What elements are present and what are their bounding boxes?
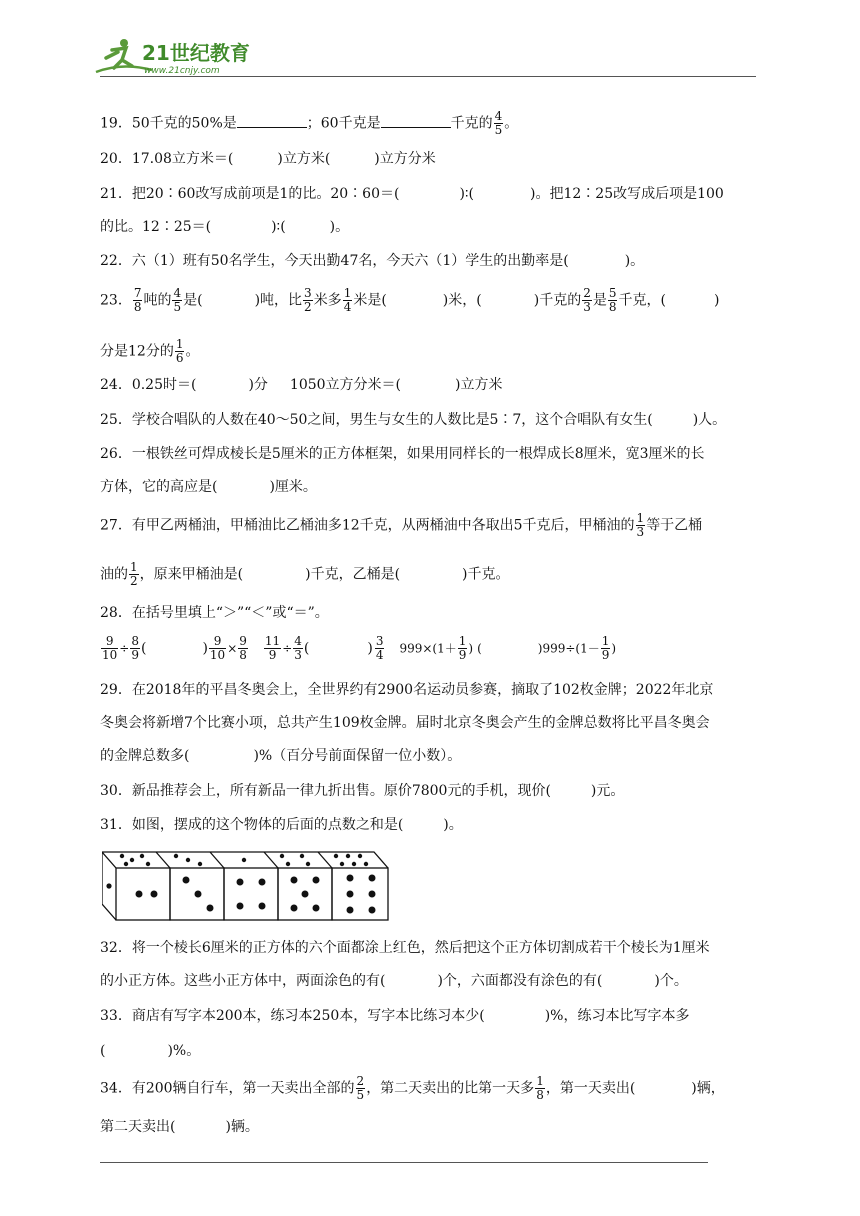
question-29-line3: 的金牌总数多( )%（百分号前面保留一位小数）。	[100, 748, 462, 764]
site-logo	[92, 36, 262, 80]
question-32-line2: 的小正方体。这些小正方体中，两面涂色的有( )个，六面都没有涂色的有( )个。	[100, 973, 688, 989]
question-32: 32．将一个棱长6厘米的正方体的六个面都涂上红色，然后把这个正方体切割成若干个棱长为1厘米	[100, 940, 710, 956]
question-28-expressions: $\frac{9}{10}$ ÷ $\frac{8}{9}$ ( ) $\frac{9}{10}$ × $\frac{9}{8}$ $\frac{11}{9}$ ÷ $\frac{4}{3}$ ( ) $\frac{3}{4}$ 999×(1＋ $\frac{1}{9}$ ) ( )999÷(1－ $\frac{1}{9}$ )	[102, 634, 617, 662]
question-26-line2: 方体，它的高应是( )厘米。	[100, 479, 317, 495]
question-27-line2: 油的 $\frac{1}{2}$ ，原来甲桶油是( )千克，乙桶是( )千克。	[100, 560, 510, 588]
question-24: 24．0.25时＝( )分 1050立方分米＝( )立方米	[100, 377, 503, 393]
question-26: 26．一根铁丝可焊成棱长是5厘米的正方体框架，如果用同样长的一根焊成长8厘米，宽3厘米的长	[100, 446, 705, 462]
question-20: 20．17.08立方米＝( )立方米( )立方分米	[100, 151, 436, 167]
question-21: 21．把20∶60改写成前项是1的比。20∶60＝( )∶( )。把12∶25改写成后项是100	[100, 186, 724, 202]
question-27: 27．有甲乙两桶油，甲桶油比乙桶油多12千克，从两桶油中各取出5千克后，甲桶油的 $\frac{1}{3}$ 等于乙桶	[100, 511, 703, 539]
question-23-line2: 分是12分的 $\frac{1}{6}$ 。	[100, 337, 200, 365]
question-25: 25．学校合唱队的人数在40～50之间，男生与女生的人数比是5∶7，这个合唱队有女生( )人。	[100, 412, 727, 428]
question-31: 31．如图，摆成的这个物体的后面的点数之和是( )。	[100, 817, 463, 833]
question-33-line2: ( )%。	[100, 1043, 201, 1059]
question-34-line2: 第二天卖出( )辆。	[100, 1119, 259, 1135]
question-33: 33．商店有写字本200本，练习本250本，写字本比练习本少( )%，练习本比写字本多	[100, 1008, 690, 1024]
question-23: 23． $\frac{7}{8}$ 吨的 $\frac{4}{5}$ 是( )吨，比 $\frac{3}{2}$ 米多 $\frac{1}{4}$ 米是( )米，( )千克的 $\frac{2}{3}$ 是 $\frac{5}{8}$ 千克，( )	[100, 286, 720, 314]
footer-rule	[100, 1162, 708, 1163]
question-19: 19．50千克的50%是 ；60千克是 千克的 $\frac{4}{5}$ 。	[100, 109, 519, 137]
question-34: 34．有200辆自行车，第一天卖出全部的 $\frac{2}{5}$ ，第二天卖出的比第一天多 $\frac{1}{8}$ ，第一天卖出( )辆，	[100, 1074, 725, 1102]
answer-blank[interactable]	[237, 114, 307, 128]
header-rule	[100, 76, 756, 77]
question-29-line2: 冬奥会将新增7个比赛小项，总共产生109枚金牌。届时北京冬奥会产生的金牌总数将比平昌冬奥会	[100, 715, 710, 731]
question-21-line2: 的比。12∶25＝( )∶( )。	[100, 219, 350, 235]
logo-text: 21世纪教育	[142, 41, 250, 65]
answer-blank[interactable]	[381, 114, 451, 128]
dice-figure	[102, 850, 392, 922]
question-28: 28．在括号里填上“＞”“＜”或“＝”。	[100, 605, 329, 621]
fraction: $\frac{4}{5}$	[494, 109, 503, 137]
question-30: 30．新品推荐会上，所有新品一律九折出售。原价7800元的手机，现价( )元。	[100, 783, 625, 799]
logo-url: www.21cnjy.com	[144, 66, 220, 76]
question-29: 29．在2018年的平昌冬奥会上，全世界约有2900名运动员参赛，摘取了102枚金牌；2022年北京	[100, 682, 714, 698]
question-22: 22．六（1）班有50名学生，今天出勤47名，今天六（1）学生的出勤率是( )。	[100, 253, 645, 269]
